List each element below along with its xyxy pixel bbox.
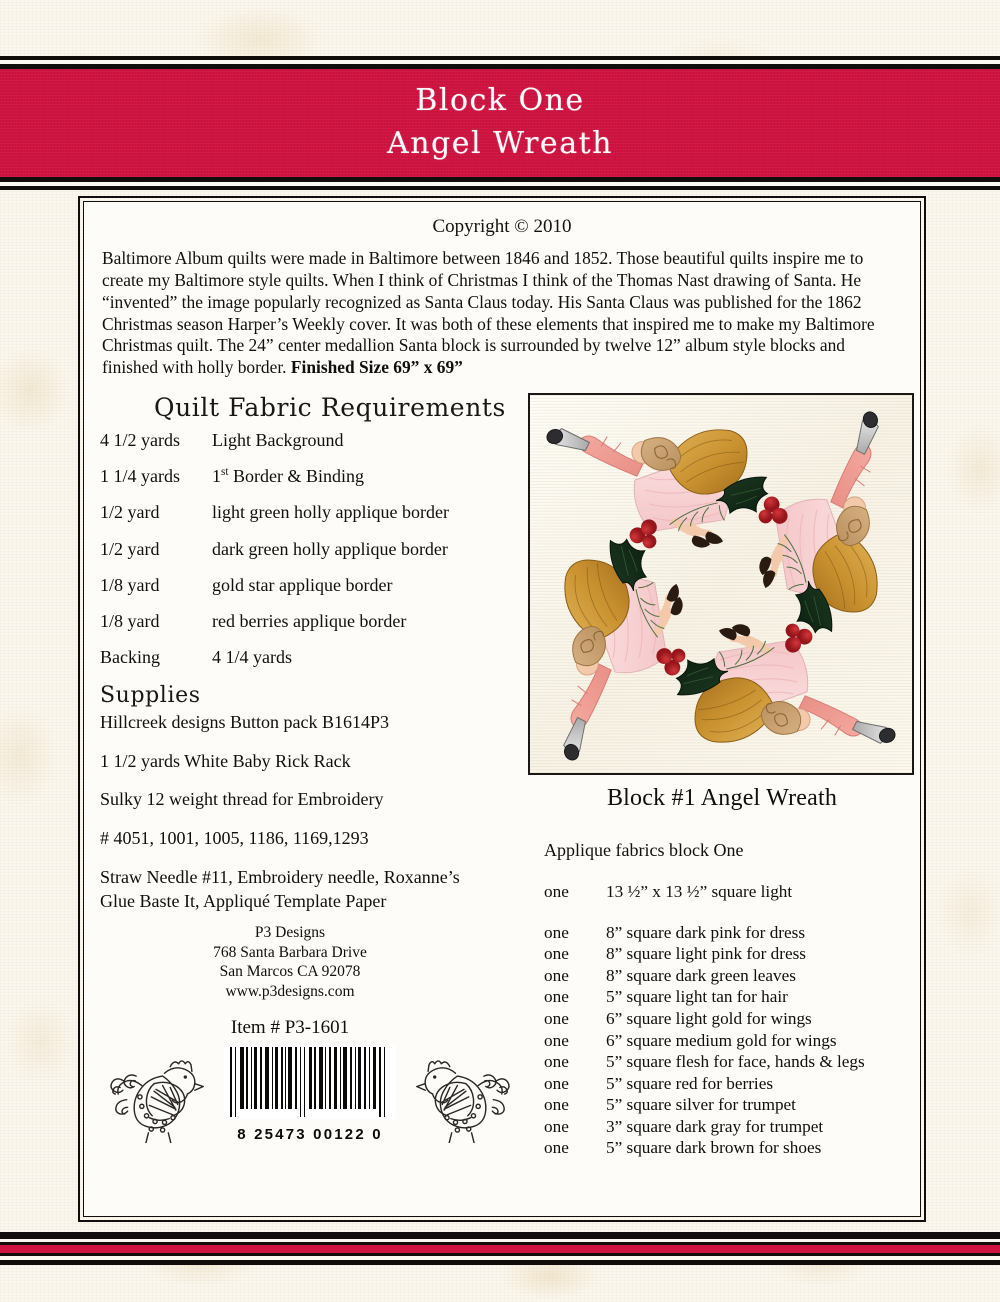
applique-desc: 13 ½” x 13 ½” square light	[606, 882, 793, 902]
backing-qty: 4 1/4 yards	[212, 647, 292, 667]
applique-desc: 5” square light tan for hair	[606, 987, 788, 1007]
content-frame-outer	[78, 196, 926, 1222]
barcode-bars-icon	[224, 1045, 396, 1119]
supply-item: # 4051, 1001, 1005, 1186, 1169,1293	[100, 827, 369, 848]
applique-row	[544, 922, 918, 944]
applique-desc: 3” square dark gray for trumpet	[606, 1116, 824, 1136]
applique-desc: 6” square medium gold for wings	[606, 1030, 837, 1050]
applique-row	[544, 881, 918, 903]
fabric-desc-sup: st	[221, 466, 229, 479]
applique-qty: one	[544, 987, 569, 1007]
applique-desc: 5” square flesh for face, hands & legs	[606, 1052, 865, 1072]
applique-row	[544, 1030, 918, 1052]
footer-rule-top	[0, 1232, 1000, 1239]
applique-qty: one	[544, 1138, 569, 1158]
logo-barcode-row	[100, 1043, 520, 1143]
supply-item: Hillcreek designs Button pack B1614P3	[100, 712, 389, 733]
fabric-desc-pre: 1	[212, 466, 221, 487]
applique-qty: one	[544, 922, 569, 942]
intro-paragraph	[102, 248, 902, 379]
applique-qty: one	[544, 1116, 569, 1136]
applique-row	[544, 943, 918, 965]
body-columns	[100, 389, 904, 1159]
applique-row	[544, 1051, 918, 1073]
fabric-qty: 1/8 yard	[100, 610, 160, 631]
applique-qty: one	[544, 1030, 569, 1050]
fabric-qty: 1/2 yard	[100, 538, 160, 559]
fabric-desc	[212, 466, 520, 486]
chicken-logo-icon	[104, 1047, 208, 1143]
fabric-qty: 1/8 yard	[100, 574, 160, 595]
quilt-block-photo	[528, 393, 914, 775]
company-website[interactable]: www.p3designs.com	[225, 982, 355, 1000]
intro-body: Baltimore Album quilts were made in Baltimore between 1846 and 1852. Those beautiful quilts inspire me to create my Baltimore style quilts. When I think of Christmas I think of the Thomas Nast drawing of Santa. He “invented” the image popularly recognized as Santa Claus today. His Santa Claus was published for the 1862 Christmas season Harper’s Weekly cover. It was both of these elements that inspired me to make my Baltimore Christmas quilt. The 24” center medallion Santa block is surrounded by twelve 12” album style blocks and finished with holly border.	[102, 248, 875, 378]
banner-rule-bottom-outer	[0, 186, 1000, 190]
applique-qty: one	[544, 1052, 569, 1072]
applique-desc: 6” square light gold for wings	[606, 1008, 812, 1028]
barcode	[222, 1045, 398, 1143]
applique-qty: one	[544, 1095, 569, 1115]
supply-item: Glue Baste It, Appliqué Template Paper	[100, 891, 387, 912]
company-address	[100, 923, 520, 1001]
barcode-number: 8 25473 00122 0	[237, 1126, 383, 1144]
fabric-row	[100, 430, 520, 450]
banner-title-line2: Angel Wreath	[387, 126, 613, 161]
footer-rule-bottom	[0, 1260, 1000, 1265]
applique-row	[544, 1073, 918, 1095]
fabric-desc: gold star applique border	[212, 574, 393, 595]
applique-row	[544, 1008, 918, 1030]
applique-qty: one	[544, 944, 569, 964]
applique-desc: 5” square red for berries	[606, 1073, 774, 1093]
applique-row	[544, 1094, 918, 1116]
supplies-heading: Supplies	[100, 683, 201, 709]
left-column	[100, 389, 520, 1159]
fabric-row	[100, 502, 520, 522]
footer-rules	[0, 1232, 1000, 1265]
fabric-desc: dark green holly applique border	[212, 538, 448, 559]
applique-qty: one	[544, 882, 569, 902]
applique-desc: 8” square dark green leaves	[606, 965, 796, 985]
banner-red-field	[0, 69, 1000, 177]
fabric-desc: light green holly applique border	[212, 502, 449, 523]
applique-heading: Applique fabrics block One	[544, 840, 744, 861]
fabric-qty: 4 1/2 yards	[100, 430, 180, 451]
fabric-desc: Light Background	[212, 430, 344, 451]
applique-qty: one	[544, 965, 569, 985]
content-frame-inner	[83, 201, 921, 1217]
backing-label: Backing	[100, 647, 160, 667]
company-street: 768 Santa Barbara Drive	[213, 943, 367, 961]
applique-row	[544, 1137, 918, 1159]
applique-desc: 8” square dark pink for dress	[606, 922, 806, 942]
footer-red-stripe	[0, 1245, 1000, 1253]
header-banner	[0, 56, 1000, 190]
fabric-desc: red berries applique border	[212, 610, 407, 631]
chicken-logo-icon-mirrored	[412, 1047, 516, 1143]
copyright-text: Copyright © 2010	[432, 216, 572, 237]
finished-size: Finished Size 69” x 69”	[290, 357, 463, 378]
applique-row	[544, 965, 918, 987]
fabric-requirements-heading: Quilt Fabric Requirements	[154, 393, 506, 423]
applique-desc: 8” square light pink for dress	[606, 944, 806, 964]
supply-item: Sulky 12 weight thread for Embroidery	[100, 789, 384, 810]
company-city: San Marcos CA 92078	[219, 963, 361, 981]
fabric-desc-rest: Border & Binding	[228, 466, 364, 487]
fabric-row	[100, 466, 520, 486]
backing-row	[100, 647, 520, 667]
applique-desc: 5” square dark brown for shoes	[606, 1138, 822, 1158]
banner-title-line1: Block One	[415, 83, 585, 119]
fabric-qty: 1 1/4 yards	[100, 466, 180, 487]
fabric-row	[100, 539, 520, 559]
applique-qty: one	[544, 1008, 569, 1028]
supply-item: 1 1/2 yards White Baby Rick Rack	[100, 750, 351, 771]
applique-row	[544, 986, 918, 1008]
fabric-qty: 1/2 yard	[100, 502, 160, 523]
supply-item: Straw Needle #11, Embroidery needle, Roxanne’s	[100, 866, 460, 887]
photo-caption: Block #1 Angel Wreath	[606, 785, 838, 812]
fabric-row	[100, 575, 520, 595]
item-number: Item # P3-1601	[230, 1017, 350, 1039]
quilt-block-illustration	[530, 395, 912, 773]
fabric-row	[100, 611, 520, 631]
right-column	[520, 389, 918, 1159]
applique-qty: one	[544, 1073, 569, 1093]
company-name: P3 Designs	[254, 924, 326, 942]
applique-desc: 5” square silver for trumpet	[606, 1095, 796, 1115]
applique-row	[544, 1116, 918, 1138]
